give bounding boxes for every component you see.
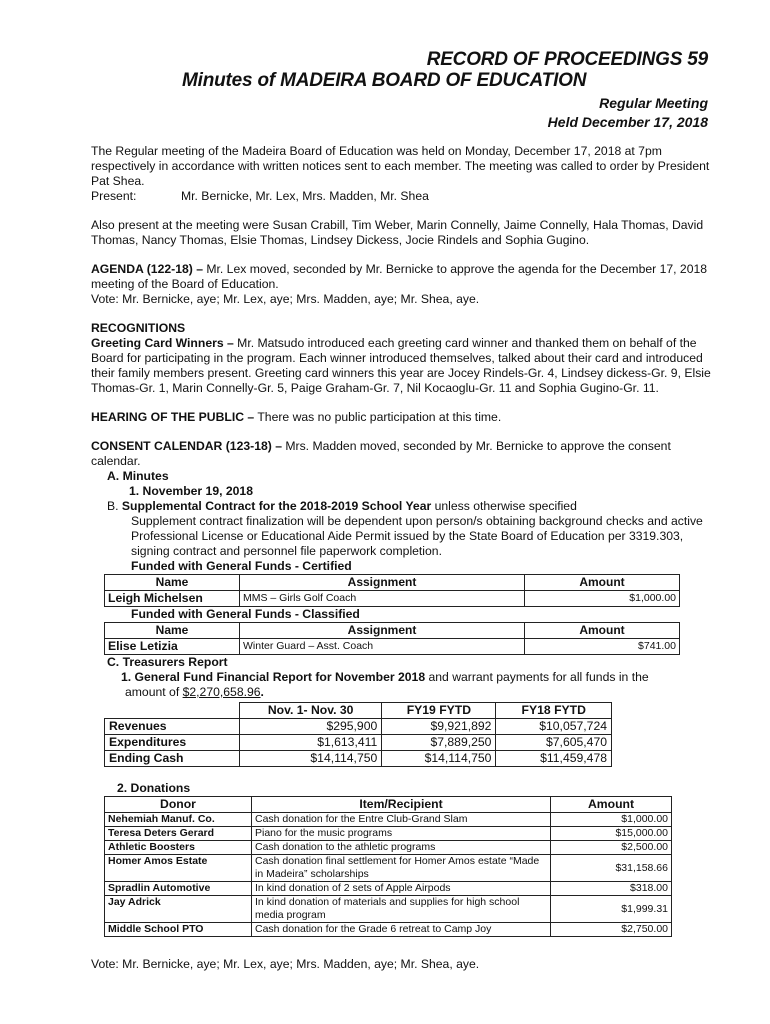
cell-fy18: $11,459,478 xyxy=(496,751,612,767)
recognitions-text: Mr. Matsudo introduced each greeting card winner and thanked them on behalf of the Board for participating in the program. Each winner introduced themselves, talked about their card and introduced their family members present. Greeting card winners this year are Jocey Rindels-Gr. 4, Lindsey dickess-Gr. 9, Elsie Thomas-Gr. 1, Marin Connelly-Gr. 5, Paige Graham-Gr. 7, Nil Kocaoglu-Gr. 11 and Sophia Gugino-Gr. 11. xyxy=(91,336,711,395)
cell-fy19: $9,921,892 xyxy=(382,719,496,735)
col-header-assignment: Assignment xyxy=(240,623,525,639)
cell-amount: $1,000.00 xyxy=(525,591,680,607)
col-header-item: Item/Recipient xyxy=(252,797,551,813)
cell-donor: Teresa Deters Gerard xyxy=(105,827,252,841)
table-row xyxy=(105,813,672,827)
col-header-amount: Amount xyxy=(525,623,680,639)
recognitions-section xyxy=(91,321,711,396)
item-b-heading: Supplemental Contract for the 2018-2019 School Year xyxy=(121,499,432,513)
item-b-tail: unless otherwise specified xyxy=(431,499,577,513)
intro-text: The Regular meeting of the Madeira Board of Education was held on Monday, December 17, 2018 at 7pm respectively in accordance with written notices sent to each member. The meeting was called to order by President Pat Shea. xyxy=(91,144,710,188)
agenda-heading: AGENDA (122-18) – xyxy=(91,262,203,276)
item-c1-continuation xyxy=(91,685,711,700)
donations-table xyxy=(104,796,672,937)
item-c1-tail: and warrant payments for all funds in the xyxy=(425,670,649,684)
table-header-row xyxy=(105,797,672,813)
consent-intro xyxy=(91,439,711,469)
cell-donor: Middle School PTO xyxy=(105,923,252,937)
cell-nov: $295,900 xyxy=(240,719,382,735)
cell-nov: $14,114,750 xyxy=(240,751,382,767)
meeting-date: Held December 17, 2018 xyxy=(547,114,708,130)
recognitions-heading: RECOGNITIONS xyxy=(91,321,186,335)
table-header-row xyxy=(105,703,612,719)
col-header-amount: Amount xyxy=(525,575,680,591)
item-b-label: B. xyxy=(107,499,122,513)
cell-donor: Athletic Boosters xyxy=(105,841,252,855)
agenda-text: Mr. Lex moved, seconded by Mr. Bernicke to approve the agenda for the December 17, 2018 meeting of the Board of Education. xyxy=(91,262,708,291)
item-c1-prefix: amount of xyxy=(125,685,183,699)
table-header-row xyxy=(105,623,680,639)
cell-assignment: MMS – Girls Golf Coach xyxy=(240,591,525,607)
cell-name: Leigh Michelsen xyxy=(105,591,240,607)
item-b-text: Supplement contract finalization will be dependent upon person/s obtaining background checks and active Professional License or Educational Aide Permit issued by the State Board of Education per 3319.303, signing contract and personnel file paperwork completion. xyxy=(131,514,703,558)
row-label: Expenditures xyxy=(105,735,240,751)
classified-table xyxy=(104,622,680,655)
item-c1-period: . xyxy=(260,685,264,699)
cell-item: In kind donation of 2 sets of Apple Airpods xyxy=(252,882,551,896)
cell-item: Cash donation for the Entre Club-Grand Slam xyxy=(252,813,551,827)
item-c1-heading: 1. General Fund Financial Report for November 2018 xyxy=(121,670,426,684)
agenda-vote: Vote: Mr. Bernicke, aye; Mr. Lex, aye; Mrs. Madden, aye; Mr. Shea, aye. xyxy=(91,292,480,306)
table-row xyxy=(105,841,672,855)
table-row xyxy=(105,719,612,735)
cell-amount: $318.00 xyxy=(551,882,672,896)
item-c2: 2. Donations xyxy=(117,781,191,795)
consent-heading: CONSENT CALENDAR (123-18) – xyxy=(91,439,282,453)
also-present-paragraph: Also present at the meeting were Susan Crabill, Tim Weber, Marin Connelly, Jaime Connelly, Hala Thomas, David Thomas, Nancy Thomas, Elsie Thomas, Lindsey Dickess, Jocie Rindels and Sophia Gugino. xyxy=(91,218,704,247)
col-header-assignment: Assignment xyxy=(240,575,525,591)
cell-nov: $1,613,411 xyxy=(240,735,382,751)
cell-amount: $2,750.00 xyxy=(551,923,672,937)
table-row xyxy=(105,882,672,896)
cell-donor: Jay Adrick xyxy=(105,896,252,923)
table-row xyxy=(105,855,672,882)
consent-text: Mrs. Madden moved, seconded by Mr. Bernicke to approve the consent calendar. xyxy=(91,439,671,468)
hearing-text: There was no public participation at this time. xyxy=(254,410,502,424)
agenda-section xyxy=(91,262,711,307)
cell-fy19: $14,114,750 xyxy=(382,751,496,767)
col-header-name: Name xyxy=(105,623,240,639)
record-title: RECORD OF PROCEEDINGS 59 xyxy=(426,49,708,70)
row-label: Revenues xyxy=(105,719,240,735)
col-header-fy19: FY19 FYTD xyxy=(382,703,496,719)
table-row xyxy=(105,639,680,655)
cell-donor: Homer Amos Estate xyxy=(105,855,252,882)
cell-amount: $1,999.31 xyxy=(551,896,672,923)
table-row xyxy=(105,751,612,767)
cell-item: Piano for the music programs xyxy=(252,827,551,841)
cell-fy18: $7,605,470 xyxy=(496,735,612,751)
present-names: Mr. Bernicke, Mr. Lex, Mrs. Madden, Mr. Shea xyxy=(181,189,429,203)
consent-item-c: C. Treasurers Report xyxy=(107,655,228,669)
cell-amount: $31,158.66 xyxy=(551,855,672,882)
row-label: Ending Cash xyxy=(105,751,240,767)
item-c1 xyxy=(91,670,711,685)
minutes-body xyxy=(91,144,711,937)
hearing-section xyxy=(91,410,711,425)
col-header-name: Name xyxy=(105,575,240,591)
col-header-fy18: FY18 FYTD xyxy=(496,703,612,719)
cell-donor: Nehemiah Manuf. Co. xyxy=(105,813,252,827)
warrant-amount: $2,270,658.96 xyxy=(182,685,261,699)
col-header-amount: Amount xyxy=(551,797,672,813)
greeting-card-heading: Greeting Card Winners – xyxy=(91,336,234,350)
cell-name: Elise Letizia xyxy=(105,639,240,655)
consent-section xyxy=(91,439,711,937)
consent-item-a: A. Minutes xyxy=(107,469,169,483)
cell-fy19: $7,889,250 xyxy=(382,735,496,751)
cell-item: Cash donation for the Grade 6 retreat to Camp Joy xyxy=(252,923,551,937)
cell-item: Cash donation final settlement for Homer Amos estate “Made in Madeira” scholarships xyxy=(252,855,551,882)
table-row xyxy=(105,591,680,607)
intro-paragraph xyxy=(91,144,711,204)
cell-amount: $15,000.00 xyxy=(551,827,672,841)
consent-item-a1: 1. November 19, 2018 xyxy=(129,484,253,498)
cell-item: In kind donation of materials and supplies for high school media program xyxy=(252,896,551,923)
hearing-heading: HEARING OF THE PUBLIC – xyxy=(91,410,255,424)
minutes-title: Minutes of MADEIRA BOARD OF EDUCATION xyxy=(182,70,587,91)
table-row xyxy=(105,896,672,923)
consent-item-b xyxy=(91,499,711,514)
cell-fy18: $10,057,724 xyxy=(496,719,612,735)
cell-amount: $2,500.00 xyxy=(551,841,672,855)
table-row xyxy=(105,923,672,937)
col-header-donor: Donor xyxy=(105,797,252,813)
present-label: Present: xyxy=(91,189,137,203)
meeting-type: Regular Meeting xyxy=(599,95,708,111)
table-row xyxy=(105,827,672,841)
cell-amount: $741.00 xyxy=(525,639,680,655)
table-header-row xyxy=(105,575,680,591)
col-header-nov: Nov. 1- Nov. 30 xyxy=(240,703,382,719)
finance-table xyxy=(104,702,612,767)
certified-heading: Funded with General Funds - Certified xyxy=(131,559,352,573)
cell-donor: Spradlin Automotive xyxy=(105,882,252,896)
cell-item: Cash donation to the athletic programs xyxy=(252,841,551,855)
col-header-blank xyxy=(105,703,240,719)
classified-heading: Funded with General Funds - Classified xyxy=(131,607,360,621)
cell-assignment: Winter Guard – Asst. Coach xyxy=(240,639,525,655)
consent-vote: Vote: Mr. Bernicke, aye; Mr. Lex, aye; Mrs. Madden, aye; Mr. Shea, aye. xyxy=(91,957,480,971)
table-row xyxy=(105,735,612,751)
certified-table xyxy=(104,574,680,607)
cell-amount: $1,000.00 xyxy=(551,813,672,827)
